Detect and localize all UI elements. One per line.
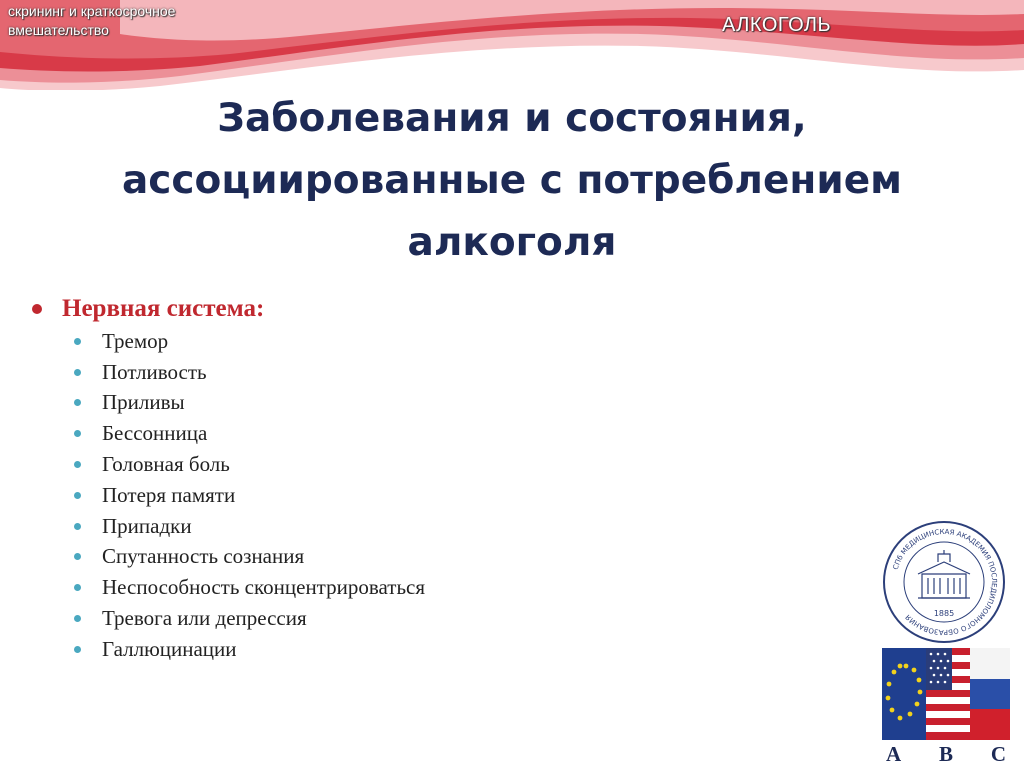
list-item <box>74 634 425 665</box>
list-item <box>74 326 425 357</box>
partner-label-c: C <box>990 742 1006 766</box>
list-item <box>74 357 425 388</box>
bullet-dot-icon <box>74 399 81 406</box>
bullet-dot-icon <box>74 369 81 376</box>
list-item-label: Приливы <box>102 390 185 415</box>
bullet-dot-icon <box>74 430 81 437</box>
us-flag-icon <box>926 648 970 740</box>
bullet-dot-icon <box>74 553 81 560</box>
bullet-dot-icon <box>74 338 81 345</box>
list-item <box>74 542 425 573</box>
partner-flags <box>882 648 1010 740</box>
list-item <box>74 388 425 419</box>
content-list <box>30 292 425 665</box>
symptom-list <box>30 326 425 665</box>
logo-ring-text: СПб МЕДИЦИНСКАЯ АКАДЕМИЯ ПОСЛЕДИПЛОМНОГО ОБРАЗОВАНИЯ <box>891 527 999 637</box>
list-item <box>74 449 425 480</box>
list-item <box>74 511 425 542</box>
list-item-label: Неспособность сконцентрироваться <box>102 575 425 600</box>
academy-logo <box>882 520 1006 644</box>
section-heading: Нервная система: <box>62 295 265 322</box>
bullet-dot-icon <box>32 304 42 314</box>
page-title: Заболевания и состояния, ассоциированные с потреблением алкоголя <box>121 96 903 265</box>
bullet-dot-icon <box>74 646 81 653</box>
partner-label-a: A <box>886 742 902 766</box>
bullet-dot-icon <box>74 523 81 530</box>
header-topic: АЛКОГОЛЬ <box>722 14 832 36</box>
bullet-dot-icon <box>74 461 81 468</box>
list-item <box>74 603 425 634</box>
list-item-label: Спутанность сознания <box>102 544 305 569</box>
eu-flag-icon <box>882 648 926 740</box>
russia-flag-icon <box>970 648 1010 740</box>
list-item-label: Тревога или депрессия <box>102 606 307 631</box>
partner-labels <box>882 742 1010 766</box>
partner-label-b: B <box>938 742 953 766</box>
bullet-dot-icon <box>74 492 81 499</box>
bullet-dot-icon <box>74 615 81 622</box>
list-item <box>74 572 425 603</box>
list-item-label: Тремор <box>102 328 169 353</box>
list-item-label: Потливость <box>102 359 207 384</box>
list-item-label: Потеря памяти <box>102 482 236 507</box>
list-item-label: Бессонница <box>102 421 208 446</box>
list-item-label: Галлюцинации <box>102 636 237 661</box>
list-item-label: Припадки <box>102 513 192 538</box>
bullet-dot-icon <box>74 584 81 591</box>
list-item <box>74 480 425 511</box>
header-subtitle: скрининг и краткосрочное вмешательство <box>8 3 176 38</box>
section-heading-row <box>30 292 425 326</box>
logo-year: 1885 <box>933 609 955 618</box>
list-item <box>74 418 425 449</box>
list-item-label: Головная боль <box>102 452 230 477</box>
